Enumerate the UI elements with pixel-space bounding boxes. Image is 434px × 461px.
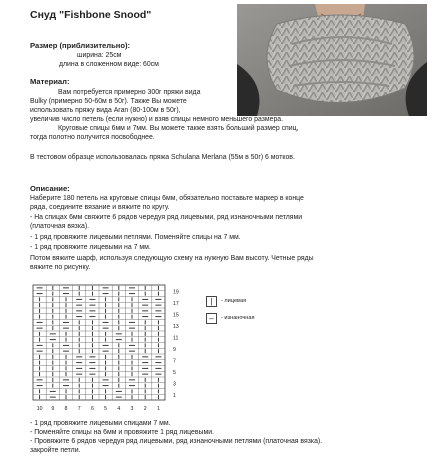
description-line: Наберите 180 петель на круговые спицы 6мм, обязательно поставьте маркер в конце [30, 195, 304, 202]
row-number: 19 [173, 289, 179, 296]
material-line: Вам потребуется примерно 300г пряжи вида [58, 89, 201, 96]
row-number: 15 [173, 312, 179, 319]
row-number: 13 [173, 323, 179, 330]
material-heading: Материал: [30, 77, 70, 86]
row-number: 1 [173, 392, 176, 399]
finish-line: - Провяжите 6 рядов чередуя ряд лицевыми, ряд изнаночными петлями (платочная вязка). [30, 438, 323, 445]
legend-purl-label: - изнаночная [221, 315, 255, 321]
column-number: 5 [104, 406, 108, 412]
row-number: 5 [173, 369, 176, 376]
column-number: 9 [51, 406, 55, 412]
column-number: 4 [117, 406, 121, 412]
material-line: увеличив число петель (если нужно) и взяв спицы немного меньшего размера. [30, 116, 284, 123]
finish-line: - Поменяйте спицы на 6мм и провяжите 1 ряд лицевыми. [30, 429, 214, 436]
row-number: 17 [173, 300, 179, 307]
description-line: вяжите по рисунку. [30, 264, 91, 271]
material-line: использовать пряжу вида Aran (80-100м в 50г), [30, 107, 181, 114]
row-number: 11 [173, 335, 179, 342]
knitting-chart [30, 283, 200, 415]
description-line: - 1 ряд провяжите лицевыми на 7 мм. [30, 244, 151, 251]
size-width: ширина: 25см [77, 52, 122, 59]
material-line: Круговые спицы 6мм и 7мм. Вы можете также взять больший размер спиц, [58, 125, 299, 132]
description-line: ряда, соедините вязание и вяжите по кругу. [30, 204, 170, 211]
size-length: длина в сложенном виде: 60см [59, 61, 159, 68]
row-number: 9 [173, 346, 176, 353]
column-number: 8 [64, 406, 68, 412]
row-number: 7 [173, 358, 176, 365]
yarn-note: В тестовом образце использовалась пряжа Schulana Merlana (55м в 50г) 6 мотков. [30, 154, 295, 161]
column-number: 6 [90, 406, 94, 412]
description-line: - На спицах 6мм свяжите 6 рядов чередуя ряд лицевыми, ряд изнаночными петлями [30, 214, 303, 221]
description-line: (платочная вязка). [30, 223, 90, 230]
finish-line: закройте петли. [30, 447, 81, 454]
column-number: 7 [77, 406, 81, 412]
row-number: 3 [173, 381, 176, 388]
column-number: 10 [36, 406, 43, 412]
material-line: тогда полотно получится посвободнее. [30, 134, 155, 141]
purl-symbol: – [206, 313, 217, 324]
description-heading: Описание: [30, 184, 70, 193]
column-number: 3 [130, 406, 134, 412]
material-line: Bulky (примерно 50-60м в 50г). Также Вы можете [30, 98, 187, 105]
column-number: 1 [156, 406, 160, 412]
legend-knit-label: - лицевая [221, 298, 247, 304]
size-heading: Размер (приблизительно): [30, 41, 131, 50]
pattern-title: Снуд "Fishbone Snood" [30, 9, 152, 21]
snood-photo [237, 4, 427, 116]
finish-line: - 1 ряд провяжите лицевыми спицами 7 мм. [30, 420, 171, 427]
description-line: - 1 ряд провяжите лицевыми петлями. Поменяйте спицы на 7 мм. [30, 234, 241, 241]
description-line: Потом вяжите шарф, используя следующую схему на нужную Вам высоту. Четные ряды [30, 255, 314, 262]
knit-symbol: | [206, 296, 217, 307]
column-number: 2 [143, 406, 147, 412]
